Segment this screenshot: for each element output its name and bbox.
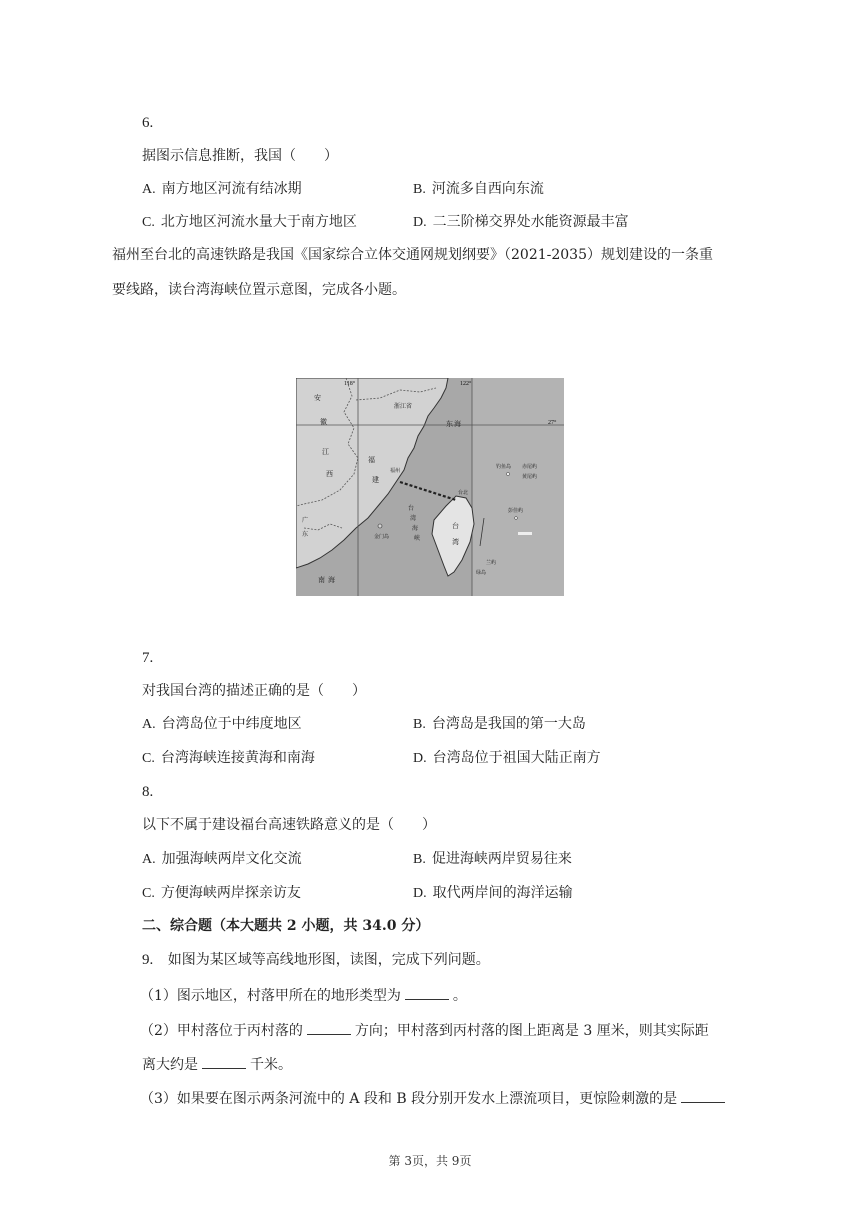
lon-label-118: 118°: [344, 381, 356, 387]
question-6-number: 6.: [142, 115, 154, 131]
region-label: 兰屿: [486, 560, 497, 566]
option-letter: A.: [142, 717, 156, 732]
option-text: 北方地区河流水量大于南方地区: [160, 214, 357, 230]
region-label: 台: [408, 505, 415, 512]
region-label: 东: [302, 531, 309, 538]
question-9-stem: 如图为某区域等高线地形图，读图，完成下列问题。: [167, 952, 490, 968]
region-label: 台: [452, 522, 459, 530]
option-letter: B.: [413, 717, 426, 732]
q6-option-d[interactable]: [413, 212, 629, 233]
q7-option-b[interactable]: [413, 714, 586, 735]
region-label: 东: [446, 420, 453, 428]
q7-option-a[interactable]: [142, 714, 302, 735]
region-label: 西: [326, 470, 333, 478]
taiwan-strait-map-svg: [296, 378, 564, 596]
q9-part-3-text: （3）如果要在图示两条河流中的 A 段和 B 段分别开发水上漂流项目，更惊险刺激的是: [140, 1091, 678, 1107]
region-label: 江: [322, 448, 329, 456]
region-label: 钓鱼岛: [496, 464, 512, 470]
region-label: 金门岛: [374, 534, 390, 540]
region-label: 海: [328, 576, 335, 584]
region-label: 海: [412, 525, 419, 532]
region-label: 福: [368, 456, 375, 464]
region-label: 峡: [414, 535, 421, 542]
region-label: 浙江省: [394, 403, 413, 410]
q6-option-b[interactable]: [413, 179, 544, 200]
region-label: 南: [318, 576, 325, 584]
intro-line-1: 福州至台北的高速铁路是我国《国家综合立体交通网规划纲要》（2021-2035）规划建设的一条重: [112, 247, 713, 263]
intro-line-2: 要线路，读台湾海峡位置示意图，完成各小题。: [112, 282, 406, 298]
pengjia-islet: [515, 517, 518, 520]
question-9-number: 9.: [142, 952, 154, 968]
option-text: 二三阶梯交界处水能资源最丰富: [432, 214, 629, 230]
option-text: 台湾岛位于祖国大陆正南方: [432, 750, 601, 766]
q9-part-2: [140, 1020, 709, 1041]
option-letter: C.: [142, 751, 155, 766]
option-letter: C.: [142, 886, 155, 901]
question-7-number: 7.: [142, 650, 154, 666]
q8-option-d[interactable]: [413, 883, 573, 904]
section-2-heading: 二、综合题（本大题共 2 小题，共 34.0 分）: [142, 918, 430, 934]
q7-option-d[interactable]: [413, 748, 601, 769]
region-label: 绿岛: [476, 570, 487, 576]
jinmen-island: [378, 524, 382, 528]
question-8-number: 8.: [142, 784, 154, 800]
q9-part-3: [140, 1088, 729, 1109]
lat-label-27: 27°: [548, 420, 557, 426]
question-9: [142, 950, 490, 970]
region-label: 海: [454, 420, 461, 428]
islet-mark: [518, 532, 532, 535]
option-letter: D.: [413, 215, 427, 230]
region-label: 建: [372, 476, 379, 484]
option-text: 台湾岛位于中纬度地区: [161, 716, 302, 732]
option-letter: D.: [413, 886, 427, 901]
region-label: 安: [314, 394, 321, 402]
region-label: 广: [302, 517, 309, 524]
option-letter: B.: [413, 182, 426, 197]
region-label: 徽: [320, 418, 327, 426]
answer-blank[interactable]: [202, 1054, 246, 1069]
q8-option-a[interactable]: [142, 849, 302, 870]
q9-part-2-text-d: 千米。: [250, 1057, 292, 1073]
option-text: 台湾海峡连接黄海和南海: [160, 750, 315, 766]
q9-part-1-end: 。: [452, 988, 467, 1004]
option-letter: C.: [142, 215, 155, 230]
diaoyu-island: [506, 472, 509, 475]
q9-part-2-text-c: 离大约是: [142, 1057, 198, 1073]
taiwan-strait-map: [296, 378, 564, 596]
option-letter: D.: [413, 751, 427, 766]
q8-option-c[interactable]: [142, 883, 301, 904]
region-label: 台北: [458, 490, 469, 496]
q9-part-2-text-b: 方向；甲村落到丙村落的图上距离是 3 厘米，则其实际距: [354, 1023, 709, 1039]
question-7-stem: 对我国台湾的描述正确的是（ ）: [142, 683, 366, 699]
q9-part-1: [140, 985, 467, 1006]
region-label: 湾: [410, 515, 417, 522]
region-label: 赤尾屿: [522, 464, 538, 470]
option-text: 促进海峡两岸贸易往来: [431, 851, 572, 867]
option-letter: B.: [413, 852, 426, 867]
q9-part-2-text: （2）甲村落位于丙村落的: [140, 1023, 303, 1039]
lon-label-122: 122°: [460, 381, 472, 387]
option-text: 方便海峡两岸探亲访友: [160, 885, 301, 901]
answer-blank[interactable]: [405, 985, 449, 1000]
page-footer: 第 3页，共 9页: [388, 1154, 472, 1168]
option-text: 取代两岸间的海洋运输: [432, 885, 573, 901]
q8-option-b[interactable]: [413, 849, 572, 870]
q6-option-c[interactable]: [142, 212, 357, 233]
question-6-stem: 据图示信息推断，我国（ ）: [142, 148, 338, 164]
answer-blank[interactable]: [307, 1020, 351, 1035]
option-text: 河流多自西向东流: [431, 181, 544, 197]
answer-blank[interactable]: [681, 1088, 725, 1103]
q9-part-1-text: （1）图示地区，村落甲所在的地形类型为: [140, 988, 401, 1004]
option-text: 南方地区河流有结冰期: [161, 181, 302, 197]
q7-option-c[interactable]: [142, 748, 315, 769]
q6-option-a[interactable]: [142, 179, 302, 200]
option-letter: A.: [142, 852, 156, 867]
option-letter: A.: [142, 182, 156, 197]
q9-part-2-cont: [142, 1054, 292, 1075]
question-8-stem: 以下不属于建设福台高速铁路意义的是（ ）: [142, 817, 436, 833]
option-text: 加强海峡两岸文化交流: [161, 851, 302, 867]
region-label: 黄尾屿: [522, 474, 538, 480]
region-label: 湾: [452, 538, 459, 546]
option-text: 台湾岛是我国的第一大岛: [431, 716, 586, 732]
region-label: 福州: [390, 468, 401, 474]
region-label: 彭佳屿: [508, 508, 524, 514]
